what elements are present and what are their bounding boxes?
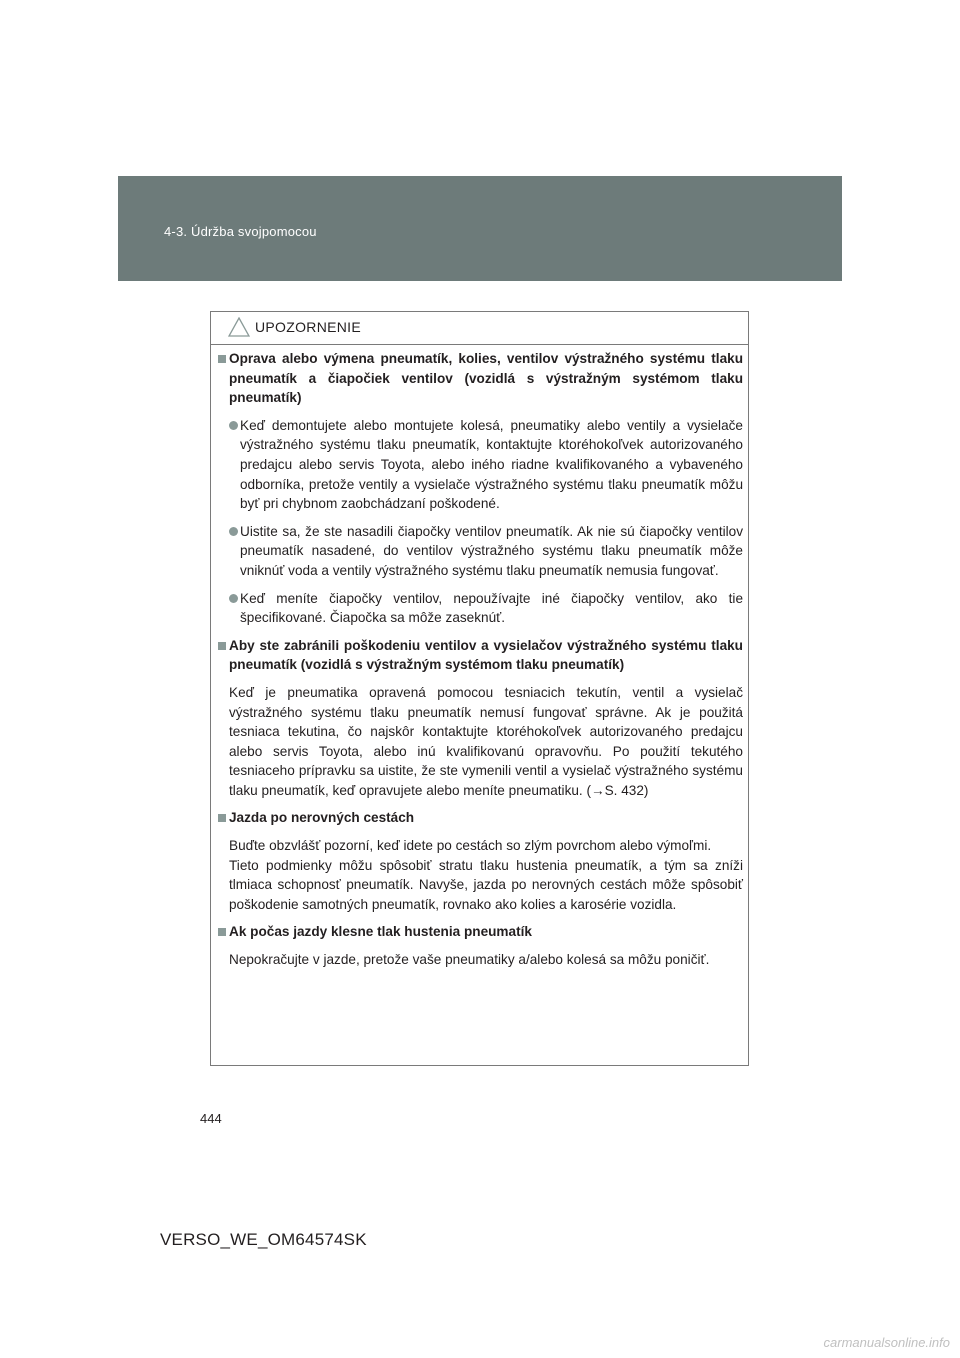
warning-triangle-icon [228,317,250,337]
section-paragraph: Buďte obzvlášť pozorní, keď idete po cestách so zlým povrchom alebo výmoľmi. Tieto podmienky môžu spôsobiť stratu tlaku hustenia pneumatík, a tým sa zníži tlmiaca schopnosť pneumatík. Navyše, jazda po nerovných cestách môže spôsobiť poškodenie samotných pneumatík, rovnako ako kolies a karosérie vozidla. [229,838,743,912]
bullet-item: Keď meníte čiapočky ventilov, nepoužívajte iné čiapočky ventilov, ako tie špecifikované. Čiapočka sa môže zaseknúť. [218,589,743,628]
bullet-item: Keď demontujete alebo montujete kolesá, pneumatiky alebo ventily a vysielače výstražného systému tlaku pneumatík, kontaktujte ktoréhokoľvek autorizovaného predajcu alebo servis Toyota, alebo iného riadne kvalifikovaného a vybaveného odborníka, pretože ventily a vysielače výstražného systému tlaku pneumatík môžu byť pri chybnom zaobchádzaní poškodené. [218,416,743,514]
section-title: 4-3. Údržba svojpomocou [164,224,317,239]
square-bullet-icon [218,642,226,650]
section-heading: Oprava alebo výmena pneumatík, kolies, ventilov výstražného systému tlaku pneumatík a čiapočiek ventilov (vozidlá s výstražným systémom tlaku pneumatík) [218,349,743,408]
square-bullet-icon [218,814,226,822]
page-number: 444 [200,1111,222,1126]
section-paragraph: Nepokračujte v jazde, pretože vaše pneumatiky a/alebo kolesá sa môžu poničiť. [229,952,710,968]
square-bullet-icon [218,355,226,363]
bullet-item: Uistite sa, že ste nasadili čiapočky ventilov pneumatík. Ak nie sú čiapočky ventilov pneumatík nasadené, do ventilov výstražného systému tlaku pneumatík môže vniknúť voda a ventily výstražného systému tlaku pneumatík nemusia fungovať. [218,522,743,581]
watermark-text: carmanualsonline.info [823,1335,950,1350]
warning-content [218,349,743,978]
section-heading: Jazda po nerovných cestách [218,808,743,828]
circle-bullet-icon [229,594,238,603]
document-code: VERSO_WE_OM64574SK [160,1230,367,1249]
circle-bullet-icon [229,421,238,430]
circle-bullet-icon [229,527,238,536]
warning-box [210,311,749,1066]
warning-header [211,312,748,345]
section-heading: Ak počas jazdy klesne tlak hustenia pneumatík [218,922,743,942]
section-header-band [118,176,842,281]
section-heading: Aby ste zabránili poškodeniu ventilov a vysielačov výstražného systému tlaku pneumatík (vozidlá s výstražným systémom tlaku pneumatík) [218,636,743,675]
warning-title: UPOZORNENIE [255,319,361,335]
square-bullet-icon [218,928,226,936]
section-paragraph: Keď je pneumatika opravená pomocou tesniacich tekutín, ventil a vysielač výstražného systému tlaku pneumatík nemusí fungovať správne. Ak je použitá tesniaca tekutina, čo najskôr kontaktujte ktoréhokoľvek autorizovaného predajcu alebo servis Toyota, alebo inú kvalifikovanú opravovňu. Po použití tekutého tesniaceho prípravku sa uistite, že ste vymenili ventil a vysielač výstražného systému tlaku pneumatík, keď opravujete alebo meníte pneumatiku. (→S. 432) [229,684,743,798]
